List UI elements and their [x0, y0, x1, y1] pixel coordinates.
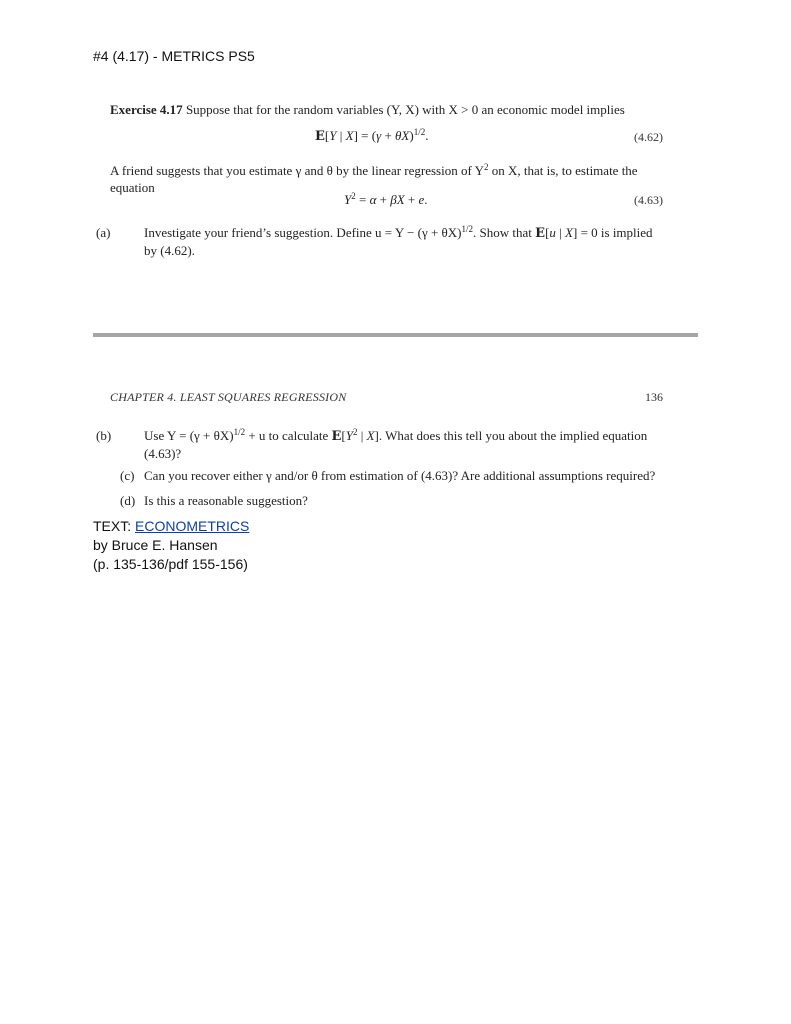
document-title: #4 (4.17) - METRICS PS5	[93, 48, 255, 64]
equation-number-4-62: (4.62)	[634, 130, 663, 144]
equation-number-4-63: (4.63)	[634, 193, 663, 207]
part-c: (c) Can you recover either γ and/or θ from estimation of (4.63)? Are additional assumptions required?	[120, 468, 656, 483]
friend-suggestion: A friend suggests that you estimate γ and θ by the linear regression of $Y^2$ on X, that is, to estimate the equation	[110, 162, 638, 195]
part-c-label: (c)	[120, 468, 135, 483]
reference-author: by Bruce E. Hansen	[93, 537, 218, 553]
reference-line	[93, 517, 249, 536]
exercise-intro	[110, 101, 670, 118]
reference-prefix: TEXT:	[93, 518, 132, 534]
part-a: (a) Investigate your friend’s suggestion. Define $u = Y - (\gamma + \theta X)^{1/2}$. Show that E[u | X] = 0 is implied by (4.62).	[96, 224, 653, 258]
exercise-intro-text: Suppose that for the random variables (Y, X) with X > 0 an economic model implies	[185, 102, 625, 117]
part-b: (b) Use $Y = (\gamma + \theta X)^{1/2} + u$ to calculate $E[Y^2$ | X]. What does this tell you about the implied equation (4.63)?	[96, 427, 648, 461]
exercise-label: Exercise 4.17	[110, 102, 183, 117]
chapter-title: CHAPTER 4. LEAST SQUARES REGRESSION	[110, 390, 347, 404]
part-b-label: (b)	[96, 428, 112, 443]
part-a-label: (a)	[96, 225, 111, 240]
part-d-label: (d)	[120, 493, 136, 508]
page-divider	[93, 333, 698, 337]
reference-block	[93, 517, 249, 574]
page-number: 136	[645, 390, 663, 404]
econometrics-link[interactable]: ECONOMETRICS	[135, 518, 250, 534]
equation-4-63: $Y^2 = \alpha + \beta X + e$.	[344, 191, 428, 207]
equation-4-62: E[Y | $X] = (\gamma + \theta X)^{1/2}$.	[315, 127, 429, 144]
part-d: (d) Is this a reasonable suggestion?	[120, 493, 308, 508]
reference-pages: (p. 135-136/pdf 155-156)	[93, 556, 248, 572]
